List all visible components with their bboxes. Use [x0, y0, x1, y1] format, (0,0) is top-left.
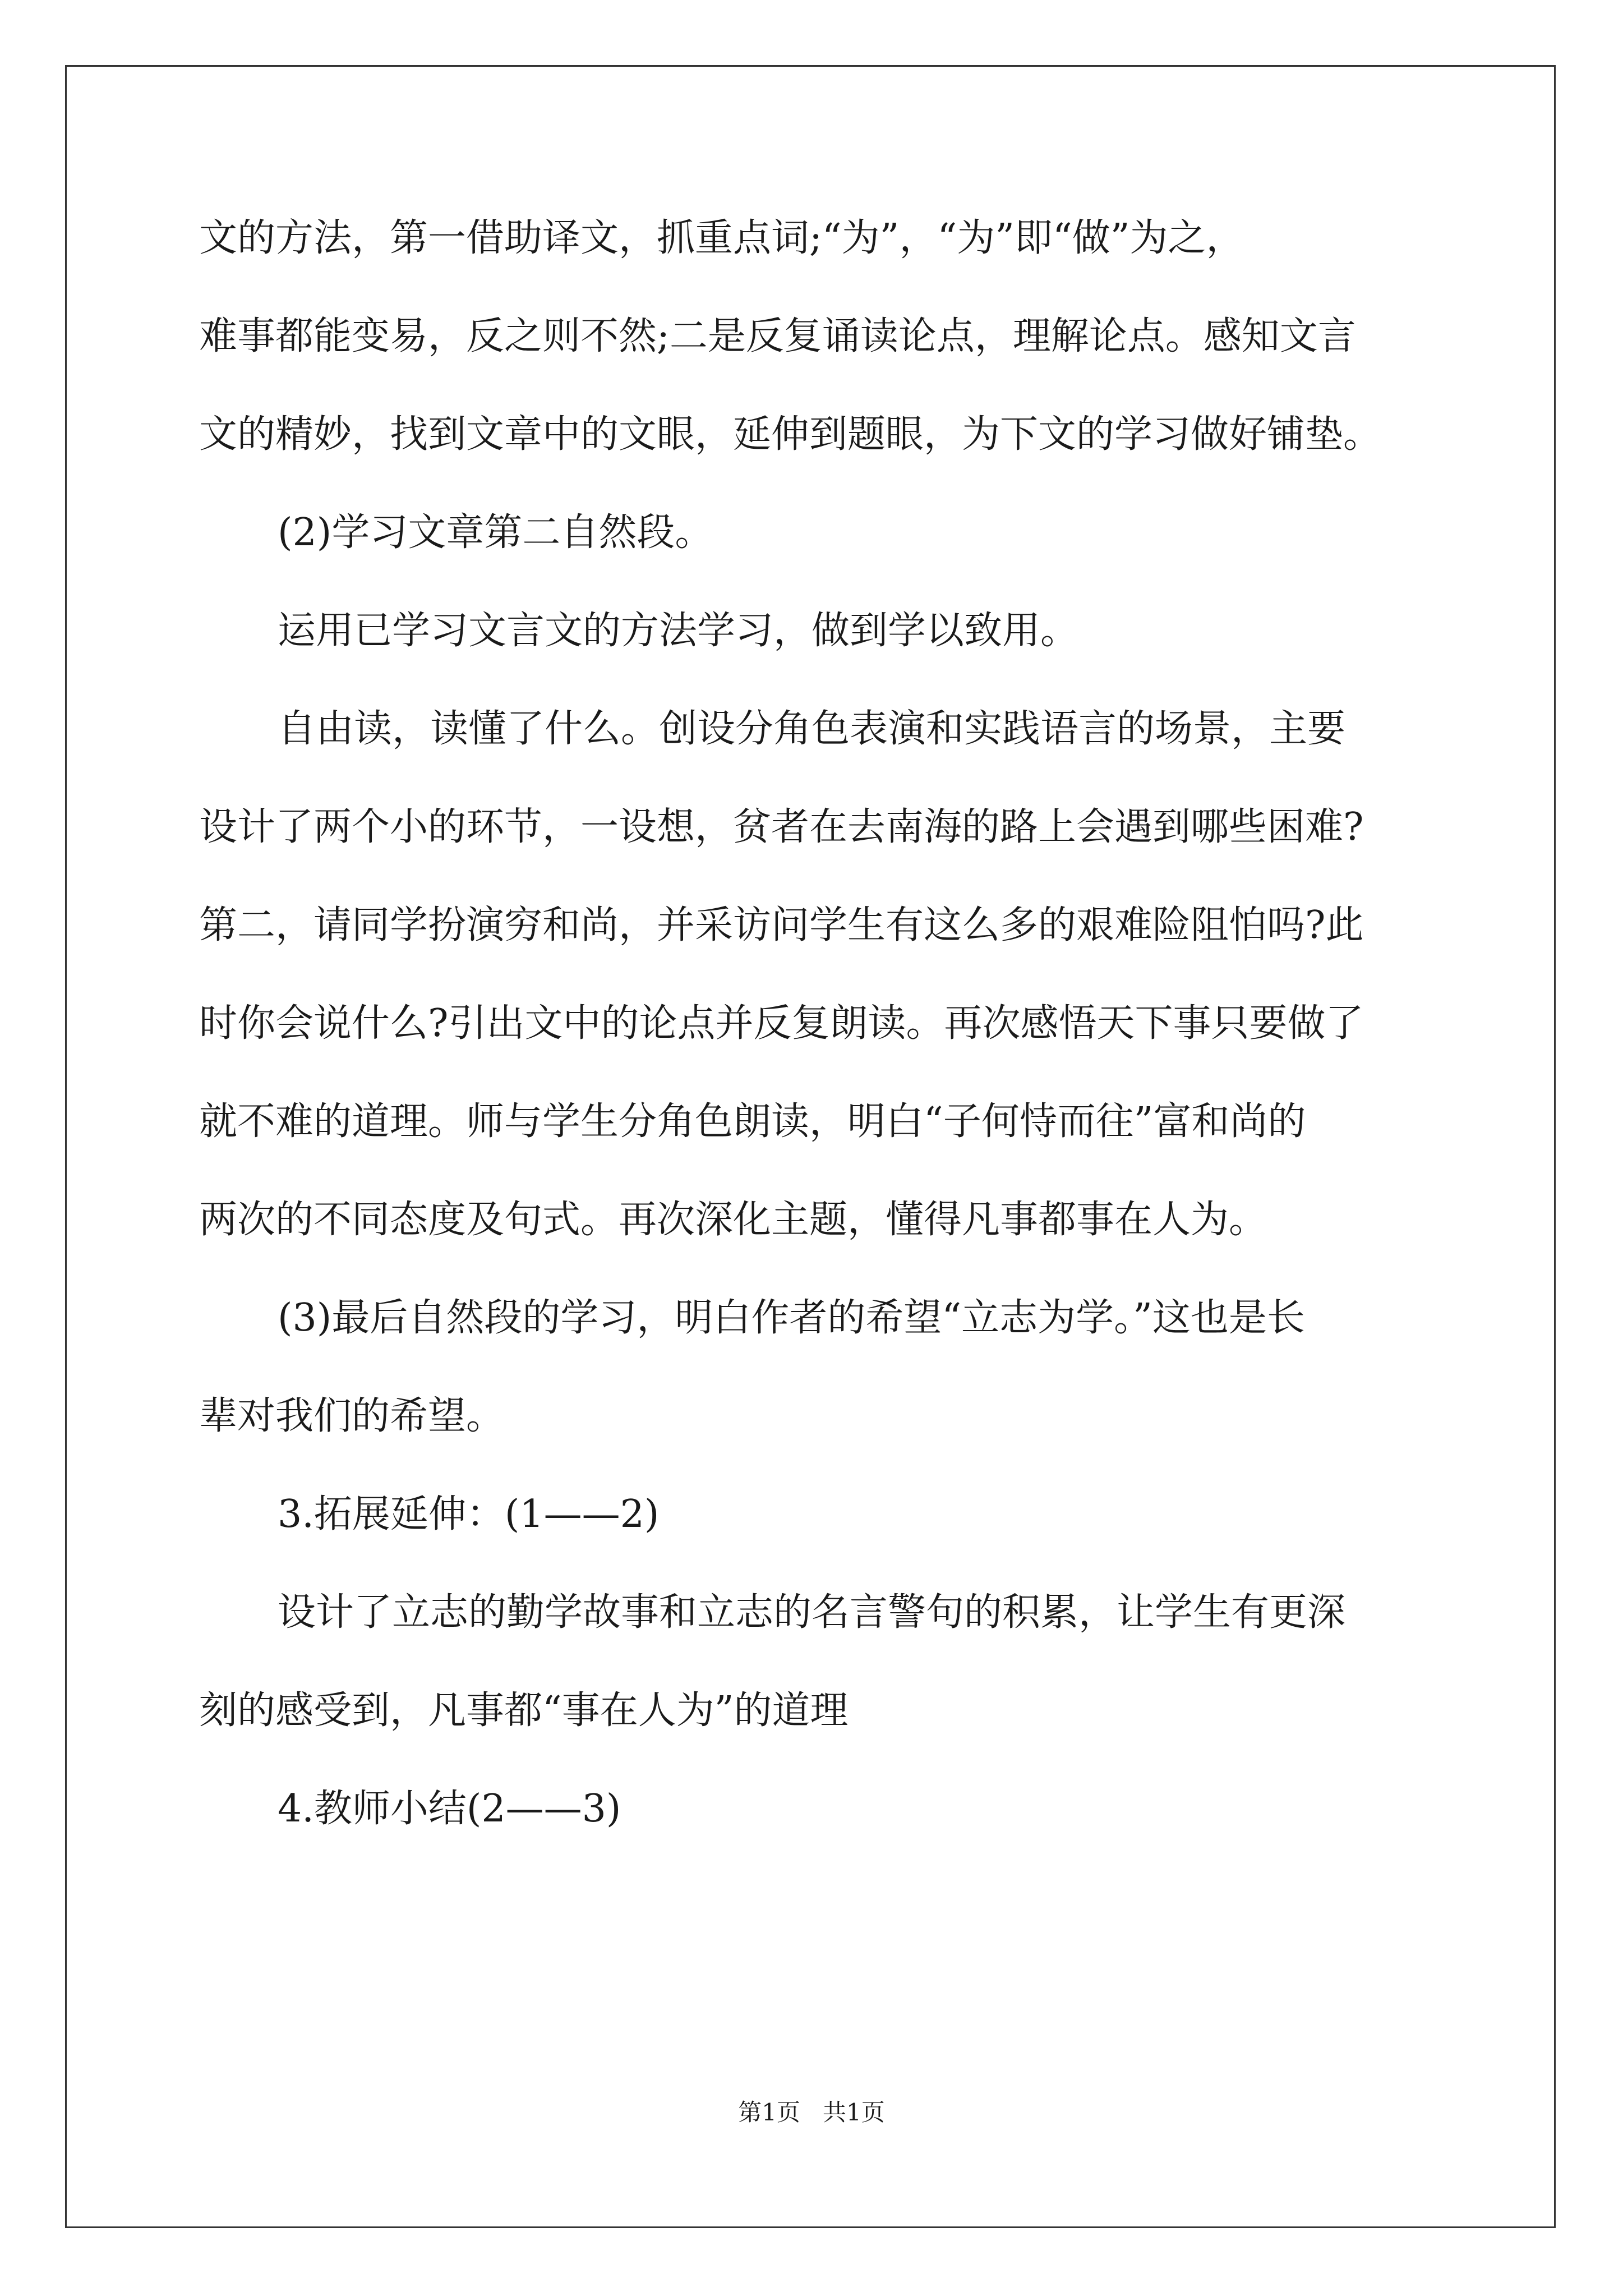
section-heading: 4.教师小结(2——3) [278, 1787, 621, 1831]
text-line: 设计了两个小的环节，一设想，贫者在去南海的路上会遇到哪些困难? [199, 805, 1364, 849]
text-line: 辈对我们的希望。 [199, 1394, 505, 1438]
paragraph-heading: (2)学习文章第二自然段。 [278, 510, 713, 555]
page-border [65, 65, 1556, 2228]
page-footer: 第1页 共1页 [738, 2099, 885, 2126]
text-line: 自由读，读懂了什么。创设分角色表演和实践语言的场景，主要 [278, 707, 1346, 751]
text-line: 时你会说什么?引出文中的论点并反复朗读。再次感悟天下事只要做了 [199, 1001, 1364, 1046]
text-line: 刻的感受到，凡事都“事在人为”的道理 [199, 1688, 849, 1733]
text-line: 就不难的道理。师与学生分角色朗读，明白“子何恃而往”富和尚的 [199, 1099, 1306, 1144]
text-line: 第二，请同学扮演穷和尚，并采访问学生有这么多的艰难险阻怕吗?此 [199, 903, 1364, 947]
paragraph-heading: (3)最后自然段的学习，明白作者的希望“立志为学。”这也是长 [278, 1296, 1305, 1340]
text-line: 设计了立志的勤学故事和立志的名言警句的积累，让学生有更深 [278, 1590, 1346, 1635]
text-line: 难事都能变易，反之则不然;二是反复诵读论点，理解论点。感知文言 [199, 314, 1356, 358]
text-line: 两次的不同态度及句式。再次深化主题，懂得凡事都事在人为。 [199, 1198, 1267, 1242]
section-heading: 3.拓展延伸：(1——2) [278, 1492, 660, 1536]
text-line: 文的方法，第一借助译文，抓重点词;“为”，“为”即“做”为之， [199, 216, 1244, 260]
text-line: 文的精妙，找到文章中的文眼，延伸到题眼，为下文的学习做好铺垫。 [199, 412, 1382, 457]
text-line: 运用已学习文言文的方法学习，做到学以致用。 [278, 609, 1079, 653]
